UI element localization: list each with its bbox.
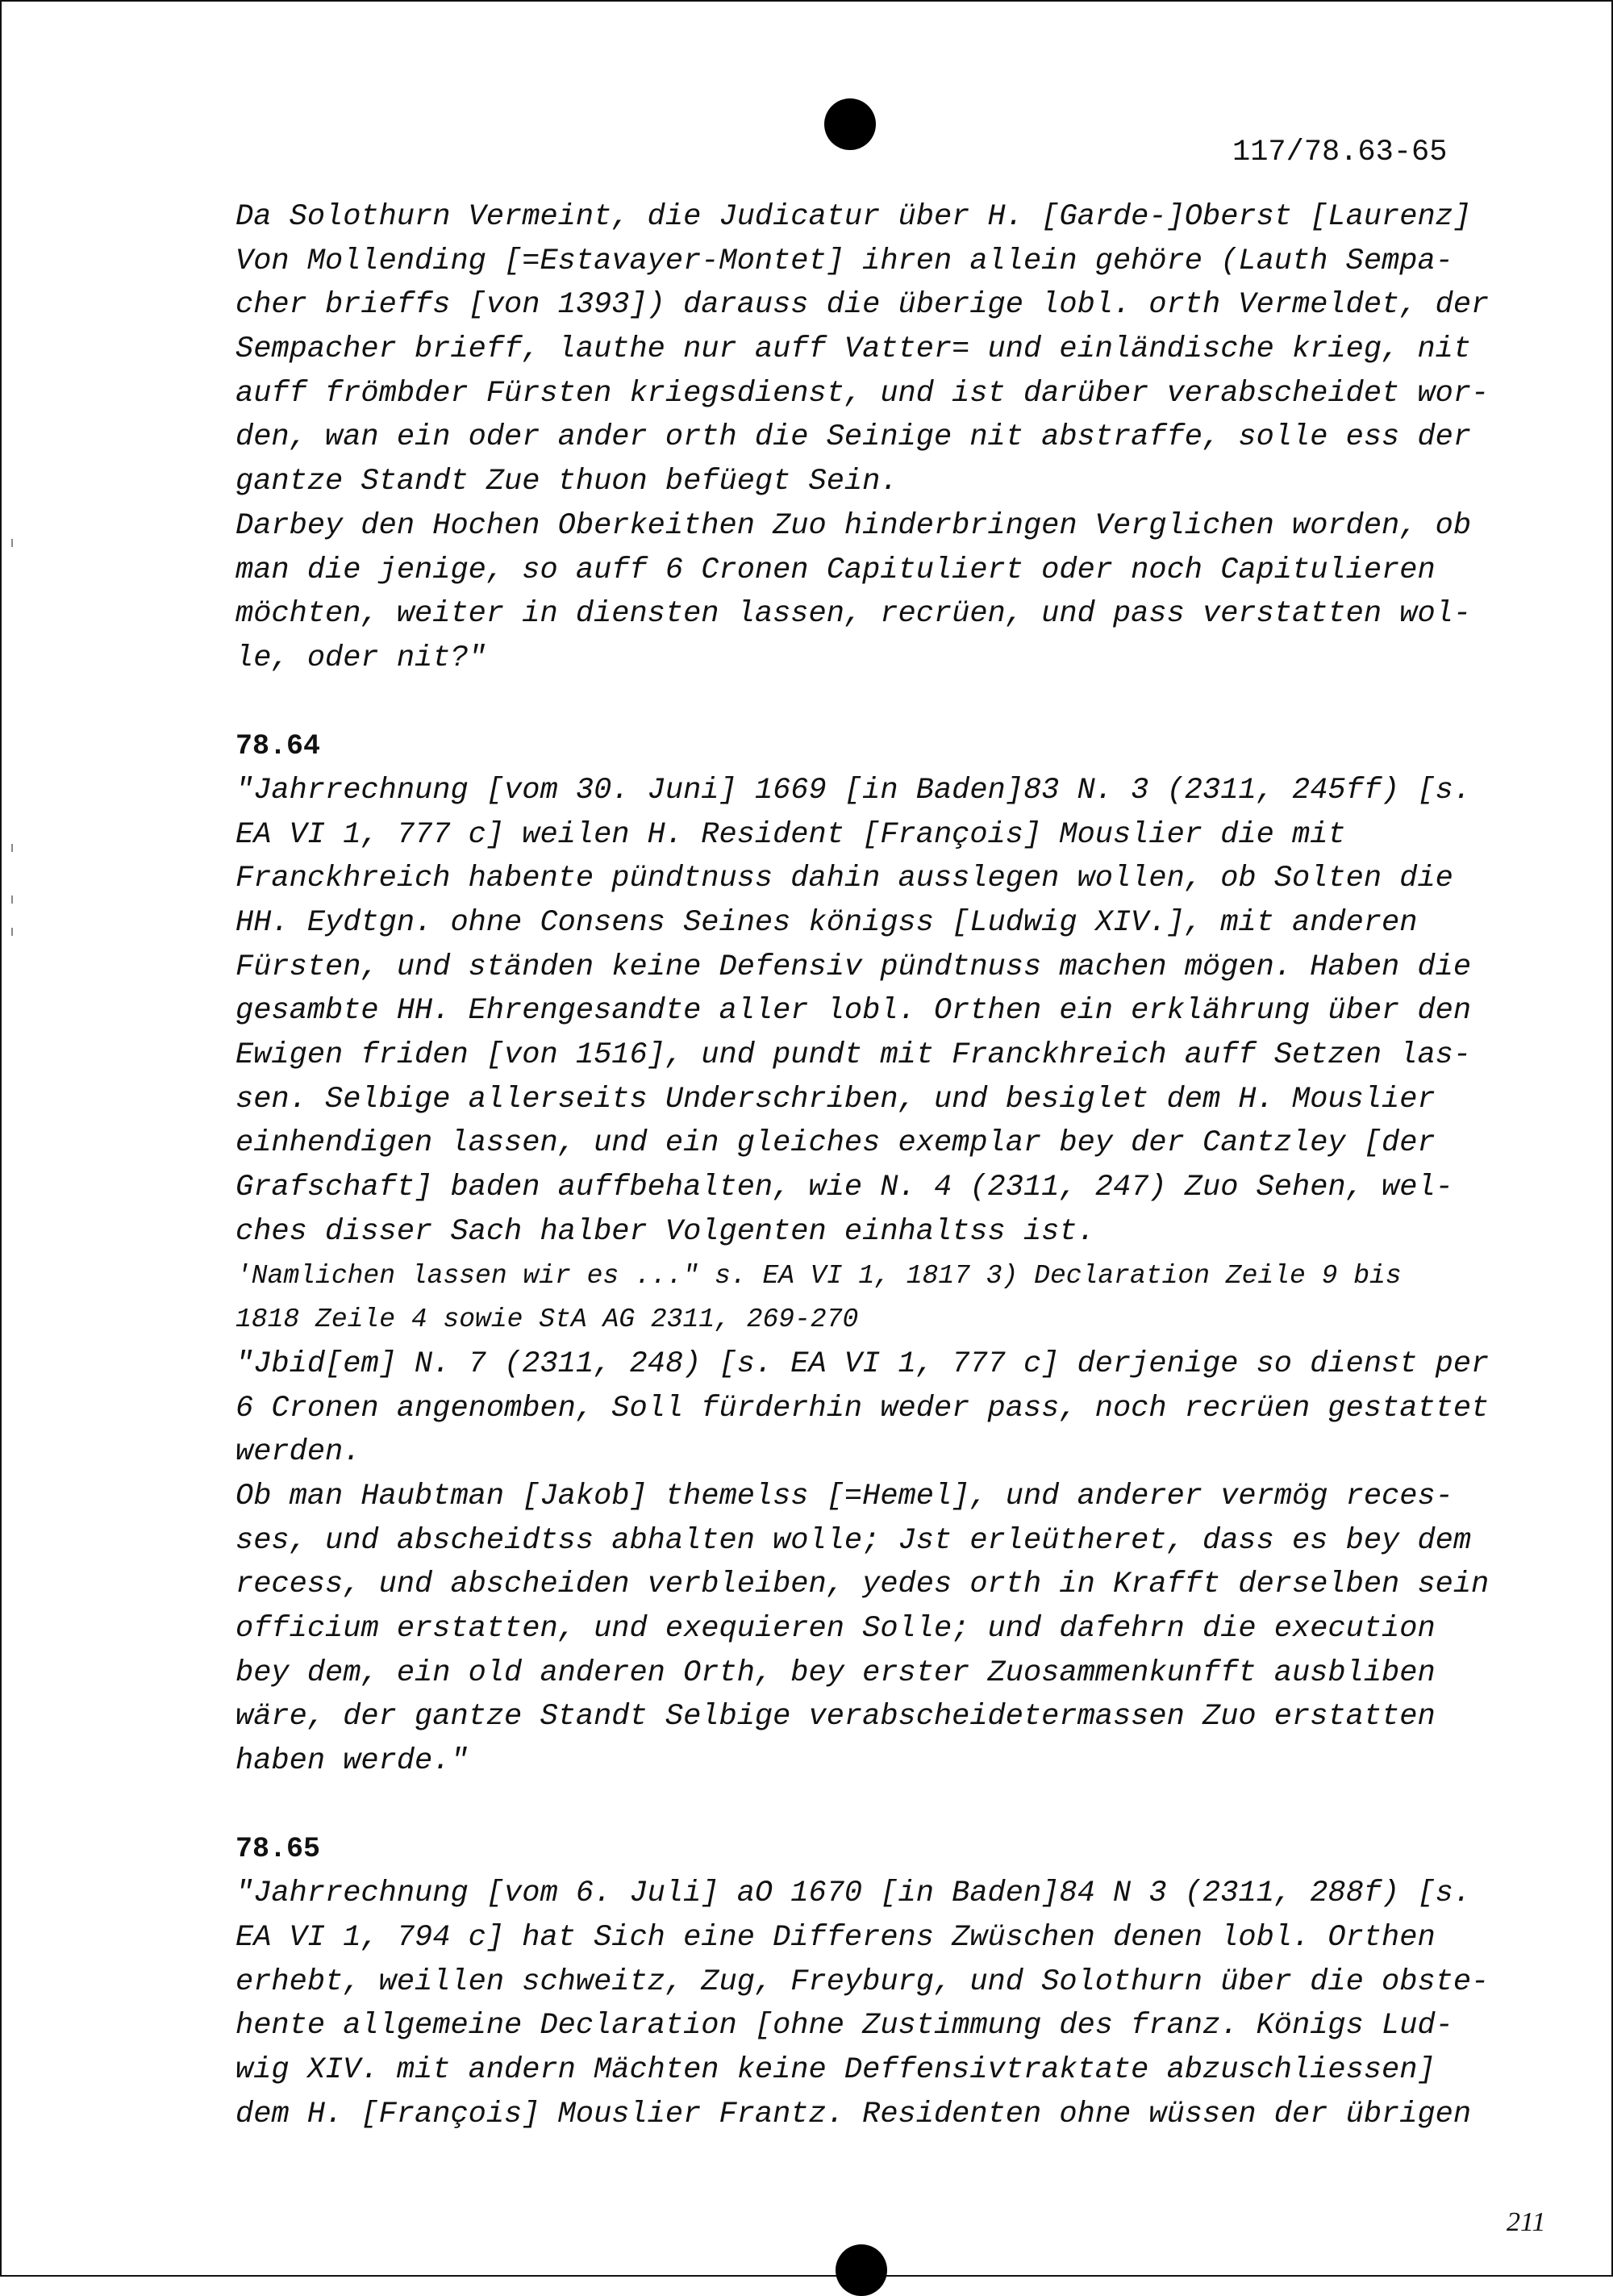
text-line: ses, und abscheidtss abhalten wolle; Jst erleütheret, dass es bey dem: [235, 1523, 1472, 1558]
text-line: le, oder nit?": [235, 641, 486, 675]
text-line: man die jenige, so auff 6 Cronen Capituliert oder noch Capitulieren: [235, 553, 1436, 587]
text-line: EA VI 1, 777 c] weilen H. Resident [François] Mouslier die mit: [235, 817, 1346, 852]
text-line: Ob man Haubtman [Jakob] themelss [=Hemel], und anderer vermög reces-: [235, 1479, 1453, 1513]
text-line: Da Solothurn Vermeint, die Judicatur über H. [Garde-]Oberst [Laurenz]: [235, 200, 1472, 234]
citation-line: 'Namlichen lassen wir es ..." s. EA VI 1, 1817 3) Declaration Zeile 9 bis: [235, 1260, 1402, 1291]
text-line: ches disser Sach halber Volgenten einhaltss ist.: [235, 1214, 1095, 1249]
text-line: "Jahrrechnung [vom 6. Juli] aO 1670 [in Baden]84 N 3 (2311, 288f) [s.: [235, 1876, 1472, 1911]
text-line: gantze Standt Zue thuon befüegt Sein.: [235, 465, 898, 499]
text-line: Sempacher brieff, lauthe nur auff Vatter= und einländische krieg, nit: [235, 332, 1472, 367]
punch-hole-top: [824, 98, 876, 150]
text-line: erhebt, weillen schweitz, Zug, Freyburg, und Solothurn über die obste-: [235, 1964, 1490, 1999]
text-line: wäre, der gantze Standt Selbige verabscheidetermassen Zuo erstatten: [235, 1700, 1436, 1735]
text-line: officium erstatten, und exequieren Solle; und dafehrn die execution: [235, 1612, 1436, 1646]
document-reference: 117/78.63-65: [1232, 136, 1448, 169]
citation-line: 1818 Zeile 4 sowie StA AG 2311, 269-270: [235, 1305, 859, 1335]
margin-mark: [11, 539, 13, 547]
punch-hole-bottom: [836, 2244, 887, 2296]
text-line: bey dem, ein old anderen Orth, bey erster Zuosammenkunfft ausbliben: [235, 1655, 1436, 1690]
text-line: wig XIV. mit andern Mächten keine Deffensivtraktate abzuschliessen]: [235, 2052, 1436, 2087]
text-line: 6 Cronen angenomben, Soll fürderhin weder pass, noch recrüen gestattet: [235, 1391, 1490, 1426]
text-line: gesambte HH. Ehrengesandte aller lobl. Orthen ein erklährung über den: [235, 994, 1472, 1029]
text-line: Von Mollending [=Estavayer-Montet] ihren allein gehöre (Lauth Sempa-: [235, 244, 1453, 278]
text-line: Darbey den Hochen Oberkeithen Zuo hinderbringen Verglichen worden, ob: [235, 508, 1472, 543]
text-line: EA VI 1, 794 c] hat Sich eine Differens Zwüschen denen lobl. Orthen: [235, 1920, 1436, 1955]
text-line: einhendigen lassen, und ein gleiches exemplar bey der Cantzley [der: [235, 1126, 1436, 1161]
text-line: hente allgemeine Declaration [ohne Zustimmung des franz. Königs Lud-: [235, 2009, 1453, 2043]
section-heading: 78.65: [235, 1833, 321, 1866]
text-line: dem H. [François] Mouslier Frantz. Residenten ohne wüssen der übrigen: [235, 2097, 1472, 2131]
text-line: auff frömbder Fürsten kriegsdienst, und ist darüber verabscheidet wor-: [235, 376, 1490, 411]
page-number: 211: [1507, 2207, 1546, 2237]
text-line: Franckhreich habente pündtnuss dahin ausslegen wollen, ob Solten die: [235, 862, 1453, 896]
text-line: Ewigen friden [von 1516], und pundt mit Franckhreich auff Setzen las-: [235, 1038, 1472, 1073]
text-line: Grafschaft] baden auffbehalten, wie N. 4 (2311, 247) Zuo Sehen, wel-: [235, 1171, 1453, 1205]
text-line: cher brieffs [von 1393]) darauss die überige lobl. orth Vermeldet, der: [235, 288, 1490, 323]
text-line: "Jbid[em] N. 7 (2311, 248) [s. EA VI 1, 777 c] derjenige so dienst per: [235, 1346, 1490, 1381]
margin-mark: [11, 895, 13, 904]
margin-mark: [11, 844, 13, 852]
text-line: werden.: [235, 1435, 361, 1470]
text-line: möchten, weiter in diensten lassen, recrüen, und pass verstatten wol-: [235, 597, 1472, 632]
text-line: haben werde.": [235, 1744, 469, 1779]
text-line: HH. Eydtgn. ohne Consens Seines königss [Ludwig XIV.], mit anderen: [235, 906, 1418, 940]
text-line: recess, und abscheiden verbleiben, yedes orth in Krafft derselben sein: [235, 1568, 1490, 1602]
text-line: den, wan ein oder ander orth die Seinige nit abstraffe, solle ess der: [235, 420, 1472, 455]
text-line: sen. Selbige allerseits Underschriben, und besiglet dem H. Mouslier: [235, 1082, 1436, 1117]
text-line: Fürsten, und ständen keine Defensiv pündtnuss machen mögen. Haben die: [235, 950, 1472, 984]
text-line: "Jahrrechnung [vom 30. Juni] 1669 [in Baden]83 N. 3 (2311, 245ff) [s.: [235, 773, 1472, 808]
page-body: [235, 195, 1490, 2136]
margin-mark: [11, 928, 13, 936]
section-heading: 78.64: [235, 730, 321, 763]
